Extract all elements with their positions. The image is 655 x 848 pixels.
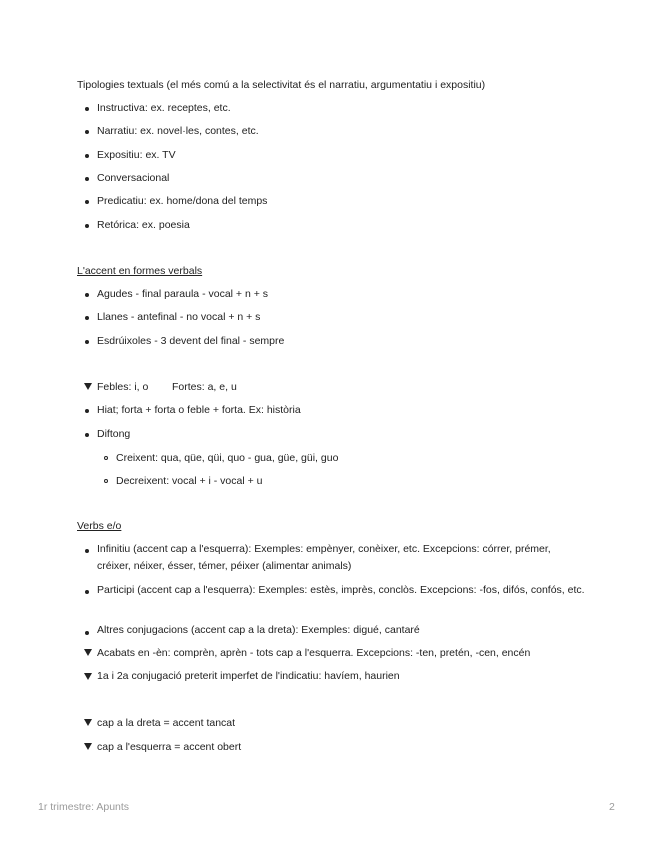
accent-heading: L'accent en formes verbals: [77, 265, 203, 277]
toggle-line: 1a i 2a conjugació preterit imperfet de l'indicatiu: havíem, haurien: [97, 670, 400, 682]
bullet-icon: [85, 433, 89, 437]
list-item: Predicatiu: ex. home/dona del temps: [97, 195, 268, 207]
list-item: Expositiu: ex. TV: [97, 149, 176, 161]
bullet-icon: [85, 200, 89, 204]
page-number: 2: [609, 801, 615, 813]
list-item: Narratiu: ex. novel·les, contes, etc.: [97, 125, 259, 137]
toggle-line: Acabats en -èn: comprèn, aprèn - tots cap a l'esquerra. Excepcions: -ten, pretén, -cen, encén: [97, 647, 531, 659]
list-item: Instructiva: ex. receptes, etc.: [97, 102, 231, 114]
sub-list-item: Decreixent: vocal + i - vocal + u: [116, 475, 263, 487]
toggle-triangle-icon[interactable]: [84, 383, 92, 390]
list-item: Infinitiu (accent cap a l'esquerra): Exemples: empènyer, conèixer, etc. Excepcions: córrer, prémer, créixer, néixer, ésser, témer, péixer (alimentar animals): [97, 543, 551, 572]
toggle-line: cap a la dreta = accent tancat: [97, 717, 236, 729]
diftong-item: Diftong: [97, 428, 131, 440]
bullet-icon: [85, 224, 89, 228]
footer-title: 1r trimestre: Apunts: [38, 801, 130, 813]
bullet-icon: [85, 631, 89, 635]
bullet-icon: [85, 107, 89, 111]
sub-bullet-icon: [104, 479, 108, 483]
list-item: Participi (accent cap a l'esquerra): Exemples: estès, imprès, conclòs. Excepcions: -fos, difós, confós, etc.: [97, 584, 585, 596]
bullet-icon: [85, 340, 89, 344]
list-item: Esdrúixoles - 3 devent del final - sempre: [97, 335, 285, 347]
bullet-icon: [85, 154, 89, 158]
list-item: Agudes - final paraula - vocal + n + s: [97, 288, 269, 300]
bullet-icon: [85, 316, 89, 320]
bullet-icon: [85, 590, 89, 594]
list-item: Llanes - antefinal - no vocal + n + s: [97, 311, 261, 323]
list-item: Altres conjugacions (accent cap a la dreta): Exemples: digué, cantaré: [97, 624, 420, 636]
febles-line: Febles: i, o: [97, 381, 149, 393]
bullet-icon: [85, 293, 89, 297]
bullet-icon: [85, 177, 89, 181]
list-item: Retórica: ex. poesia: [97, 219, 190, 231]
bullet-icon: [85, 409, 89, 413]
verbs-heading: Verbs e/o: [77, 520, 122, 532]
toggle-triangle-icon[interactable]: [84, 649, 92, 656]
bullet-icon: [85, 549, 89, 553]
toggle-triangle-icon[interactable]: [84, 673, 92, 680]
sub-bullet-icon: [104, 456, 108, 460]
hiat-item: Hiat; forta + forta o feble + forta. Ex: història: [97, 404, 301, 416]
bullet-icon: [85, 130, 89, 134]
tipologies-intro: Tipologies textuals (el més comú a la selectivitat és el narratiu, argumentatiu i expositiu): [77, 79, 486, 91]
toggle-line: cap a l'esquerra = accent obert: [97, 741, 242, 753]
toggle-triangle-icon[interactable]: [84, 743, 92, 750]
fortes-line: Fortes: a, e, u: [172, 381, 237, 393]
sub-list-item: Creixent: qua, qüe, qüi, quo - gua, güe, güi, guo: [116, 452, 339, 464]
list-item: Conversacional: [97, 172, 170, 184]
toggle-triangle-icon[interactable]: [84, 719, 92, 726]
